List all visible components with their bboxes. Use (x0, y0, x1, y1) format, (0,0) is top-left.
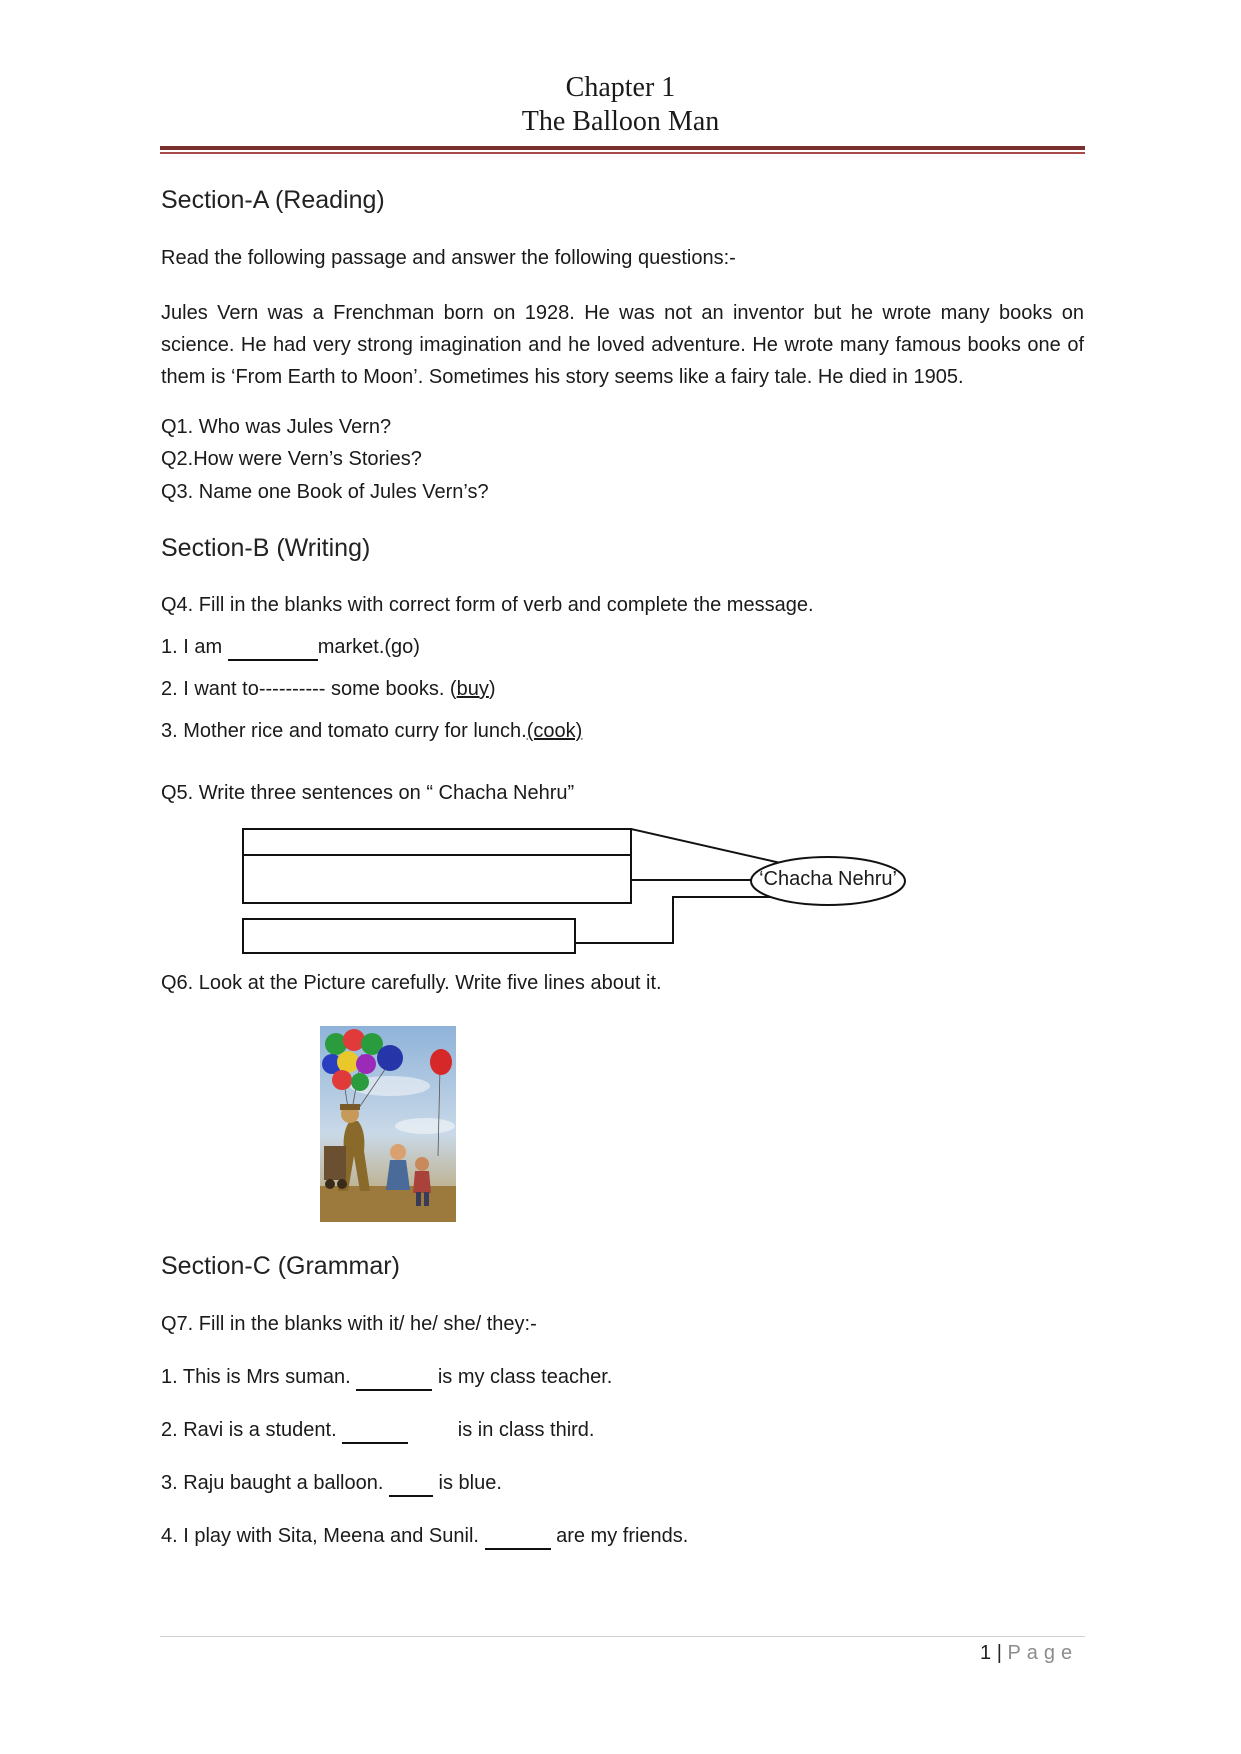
page-number: 1 (980, 1642, 992, 1664)
reading-passage: Jules Vern was a Frenchman born on 1928. He was not an inventor but he wrote many books on science. He had very strong imagination and he loved adventure. He wrote many famous books one of them is ‘From Earth to Moon’. Sometimes his story seems like a fairy tale. He died in 1905. (161, 302, 1084, 388)
question-1: Q1. Who was Jules Vern? (161, 416, 392, 438)
q7-item-3-pre: 3. Raju baught a balloon. (161, 1472, 384, 1494)
q7-item-1 (161, 1366, 612, 1391)
section-a-heading: Section-A (Reading) (161, 186, 385, 214)
q7-item-4-post: are my friends. (556, 1525, 689, 1547)
q4-item-1-pre: 1. I am (161, 636, 228, 658)
question-2: Q2.How were Vern’s Stories? (161, 448, 422, 470)
q7-item-4-pre: 4. I play with Sita, Meena and Sunil. (161, 1525, 479, 1547)
page-word: Page (1007, 1642, 1079, 1664)
answer-blank (342, 1419, 408, 1444)
q4-item-2-post: ) (488, 678, 496, 700)
section-a-instruction: Read the following passage and answer the following questions:- (161, 247, 736, 269)
q7-item-1-post: is my class teacher. (437, 1366, 613, 1388)
q4-item-1-post: market.(go) (317, 636, 420, 658)
q7-prompt: Q7. Fill in the blanks with it/ he/ she/ they:- (161, 1313, 537, 1335)
q4-item-3-verb: (cook) (526, 720, 583, 742)
q7-item-2-pre: 2. Ravi is a student. (161, 1419, 337, 1441)
q7-item-2-post: is in class third. (457, 1419, 595, 1441)
q7-item-3-post: is blue. (438, 1472, 502, 1494)
q4-item-2-pre: 2. I want to---------- some books. ( (161, 678, 457, 700)
chapter-title: The Balloon Man (521, 106, 720, 137)
chapter-number: Chapter 1 (565, 72, 676, 103)
question-3: Q3. Name one Book of Jules Vern’s? (161, 481, 489, 503)
footer-rule (160, 1636, 1085, 1637)
q4-prompt: Q4. Fill in the blanks with correct form of verb and complete the message. (161, 594, 814, 616)
balloon-man-picture (320, 1026, 456, 1222)
q4-item-3-pre: 3. Mother rice and tomato curry for lunch. (161, 720, 527, 742)
q5-prompt: Q5. Write three sentences on “ Chacha Nehru” (161, 782, 575, 804)
section-c-heading: Section-C (Grammar) (161, 1252, 400, 1280)
q4-item-2-verb: buy (456, 678, 489, 700)
section-b-heading: Section-B (Writing) (161, 534, 371, 562)
q7-item-4 (161, 1525, 688, 1550)
page-number-footer (980, 1642, 1078, 1665)
page-separator: | (996, 1642, 1002, 1664)
q6-prompt: Q6. Look at the Picture carefully. Write five lines about it. (161, 972, 662, 994)
answer-blank (389, 1472, 433, 1497)
q7-item-1-pre: 1. This is Mrs suman. (161, 1366, 351, 1388)
q7-item-2 (161, 1419, 595, 1444)
answer-blank (356, 1366, 432, 1391)
chacha-nehru-bubble: ‘Chacha Nehru’ (759, 868, 897, 890)
answer-blank (485, 1525, 551, 1550)
q7-item-3 (161, 1472, 502, 1497)
